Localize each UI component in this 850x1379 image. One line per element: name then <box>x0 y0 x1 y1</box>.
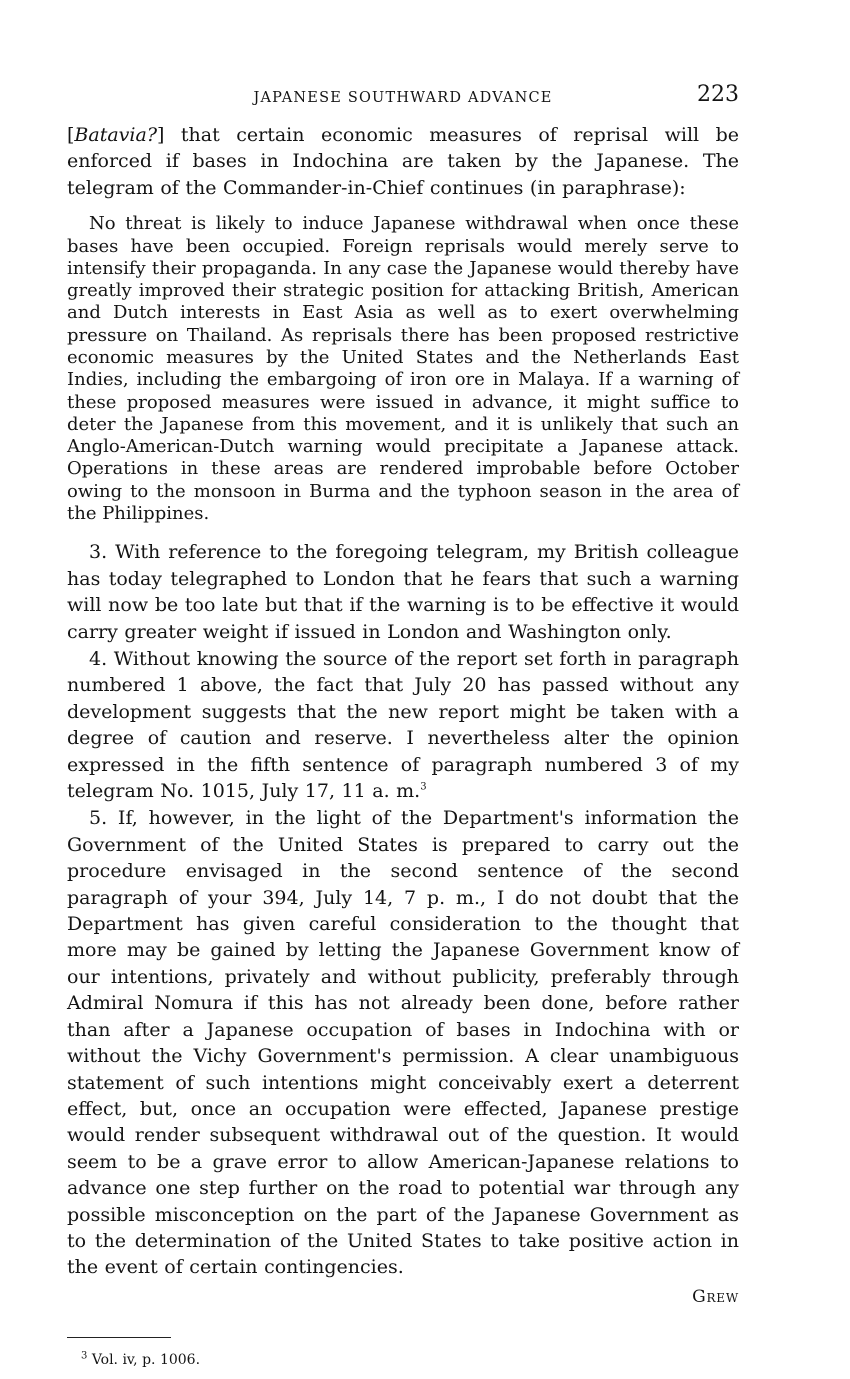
paragraph-3: 3. With reference to the foregoing telegram, my British colleague has today telegraphed to London that he fears that such a warning will now be too late but that if the warning is to be effective it would carry greater weight if issued in London and Washington only. <box>67 541 739 643</box>
open-bracket: [ <box>67 124 75 146</box>
document-page <box>67 82 739 1368</box>
footnote <box>67 1352 739 1368</box>
signature: Grew <box>692 1286 739 1307</box>
page-header <box>67 82 739 114</box>
block-quote: No threat is likely to induce Japanese withdrawal when once these bases have been occupied. Foreign reprisals would merely serve to intensify their propaganda. In any case the Japanese would thereby have greatly improved their strategic position for attacking British, American and Dutch interests in East Asia as well as to exert overwhelming pressure on Thailand. As reprisals there has been proposed restrictive economic measures by the United States and the Netherlands East Indies, including the embargoing of iron ore in Malaya. If a warning of these proposed measures were issued in advance, it might suffice to deter the Japanese from this movement, and it is unlikely that such an Anglo-American-Dutch warning would precipitate a Japanese attack. Operations in these areas are rendered improbable before October owing to the monsoon in Burma and the typhoon season in the area of the Philippines. <box>67 213 739 525</box>
place-name: Batavia? <box>74 124 157 146</box>
paragraph-5: 5. If, however, in the light of the Department's information the Government of the United States is prepared to carry out the procedure envisaged in the second sentence of the second paragraph of your 394, July 14, 7 p. m., I do not doubt that the Department has given careful consideration to the thought that more may be gained by letting the Japanese Government know of our intentions, privately and without publicity, preferably through Admiral Nomura if this has not already been done, before rather than after a Japanese occupation of bases in Indochina with or without the Vichy Government's permission. A clear unambiguous statement of such intentions might conceivably exert a deterrent effect, but, once an occupation were effected, Japanese prestige would render subsequent withdrawal out of the question. It would seem to be a grave error to allow American-Japanese relations to advance one step further on the road to potential war through any possible misconception on the part of the Japanese Government as to the determination of the United States to take positive action in the event of certain contingencies. <box>67 807 739 1279</box>
running-title: JAPANESE SOUTHWARD ADVANCE <box>253 90 553 106</box>
footnote-text: Vol. iv, p. 1006. <box>87 1351 201 1368</box>
footnote-reference: 3 <box>420 781 427 793</box>
paragraph-4 <box>67 646 739 804</box>
intro-paragraph <box>67 122 739 201</box>
close-bracket: ] <box>157 124 165 146</box>
footnote-marker: 3 <box>81 1350 88 1362</box>
page-number: 223 <box>697 82 739 107</box>
intro-text: that certain economic measures of reprisal will be enforced if bases in Indochina are taken by the Japanese. The telegram of the Commander-in-Chief continues (in paraphrase): <box>67 124 739 199</box>
paragraph-4-text: 4. Without knowing the source of the report set forth in paragraph numbered 1 above, the fact that July 20 has passed without any development suggests that the new report might be taken with a degree of caution and reserve. I nevertheless alter the opinion expressed in the fifth sentence of paragraph numbered 3 of my telegram No. 1015, July 17, 11 a. m. <box>67 648 739 803</box>
footnote-divider <box>67 1337 171 1338</box>
